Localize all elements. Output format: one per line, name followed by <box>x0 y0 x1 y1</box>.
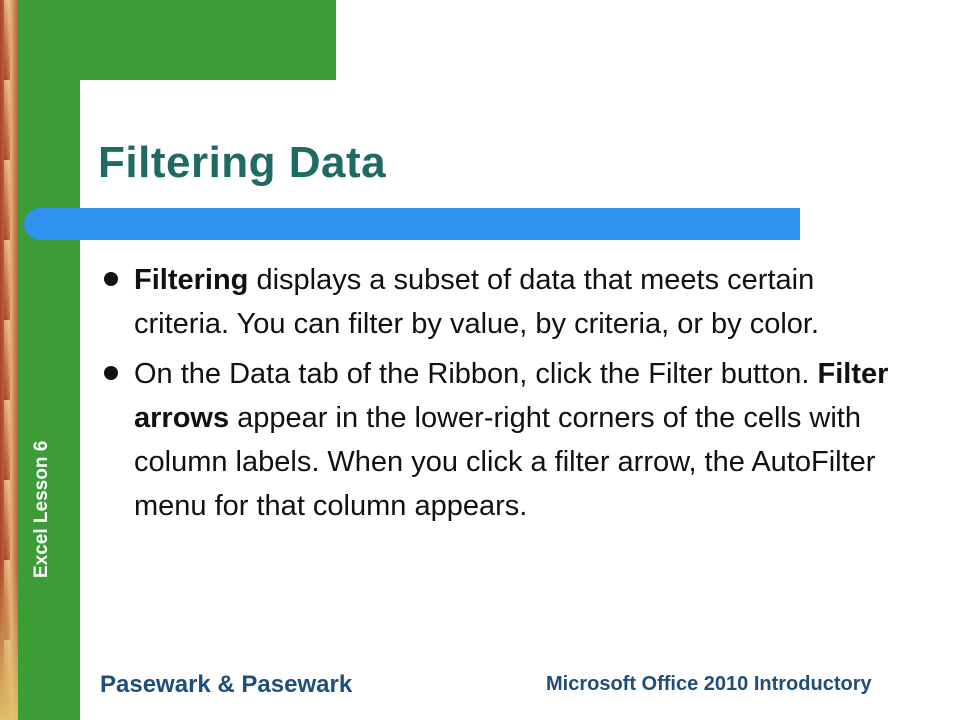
bullet-text: appear in the lower-right corners of the cells with column labels. When you click a filter arrow, the AutoFilter menu for that column appears. <box>134 402 876 522</box>
green-side-column <box>18 0 80 720</box>
bullet-item-filtering <box>102 258 892 346</box>
bullet-dot-icon <box>104 366 118 380</box>
bullet-text: On the Data tab of the Ribbon, click the Filter button. <box>134 358 818 390</box>
title-accent-bar <box>24 208 800 240</box>
bullet-text: displays a subset of data that meets certain criteria. You can filter by value, by criteria, or by color. <box>134 264 820 340</box>
bullet-list <box>102 258 892 534</box>
slide-number: 4 <box>428 668 444 699</box>
bullet-dot-icon <box>104 272 118 286</box>
lesson-side-label: Excel Lesson 6 <box>31 440 52 578</box>
decorative-photo-strip <box>0 0 18 720</box>
footer-course: Microsoft Office 2010 Introductory <box>546 673 872 695</box>
bullet-bold-term: Filtering <box>134 264 249 296</box>
slide-title: Filtering Data <box>98 138 387 187</box>
green-top-block <box>80 0 336 80</box>
bullet-bold-term: Filter arrows <box>134 358 889 434</box>
bullet-item-filter-button <box>102 352 892 528</box>
footer-author: Pasewark & Pasewark <box>100 671 353 698</box>
